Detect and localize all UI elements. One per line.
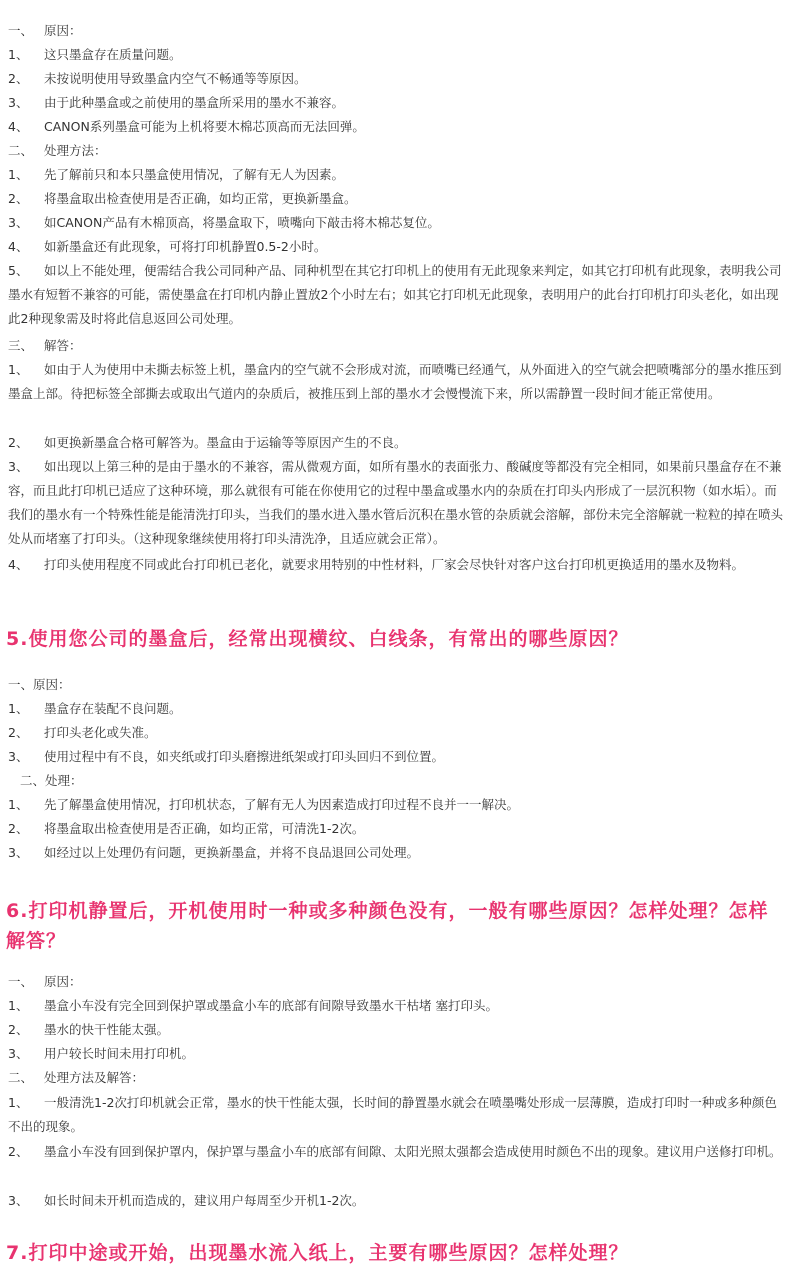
list-item: 3、 如经过以上处理仍有问题，更换新墨盒，并将不良品退回公司处理。 xyxy=(8,845,420,860)
list-paragraph: 5、 如以上不能处理，便需结合我公司同种产品、同种机型在其它打印机上的使用有无此现象来判定，如其它打印机有此现象，表明我公司墨水有短暂不兼容的可能，需使墨盒在打印机内静止置放2个小时左右；如其它打印机无此现象，表明用户的此台打印机打印头老化，如出现此2种现象需及时将此信息返回公司处理。 xyxy=(8,263,782,326)
section-line: 一、原因： xyxy=(8,677,71,692)
list-paragraph: 2、 墨盒小车没有回到保护罩内，保护罩与墨盒小车的底部有间隙、太阳光照太强都会造成使用时颜色不出的现象。建议用户送修打印机。 xyxy=(8,1144,782,1159)
section-line: 二、 处理方法及解答： xyxy=(8,1070,145,1085)
list-item: 2、 将墨盒取出检查使用是否正确，如均正常，可清洗1-2次。 xyxy=(8,821,365,836)
section-line: 二、处理： xyxy=(20,773,83,788)
question-heading-7: 7.打印中途或开始，出现墨水流入纸上，主要有哪些原因？怎样处理？ xyxy=(6,1242,629,1264)
list-paragraph: 1、 一般清洗1-2次打印机就会正常，墨水的快干性能太强，长时间的静置墨水就会在喷墨嘴处形成一层薄膜，造成打印时一种或多种颜色不出的现象。 xyxy=(8,1095,777,1134)
section-line: 二、 处理方法： xyxy=(8,143,107,158)
section-line: 一、 原因： xyxy=(8,974,82,989)
list-item: 4、 CANON系列墨盒可能为上机将要木棉芯顶高而无法回弹。 xyxy=(8,119,365,134)
list-item: 2、 如更换新墨盒合格可解答为。墨盒由于运输等等原因产生的不良。 xyxy=(8,435,407,450)
list-item: 1、 墨盒存在装配不良问题。 xyxy=(8,701,182,716)
list-item: 2、 将墨盒取出检查使用是否正确，如均正常，更换新墨盒。 xyxy=(8,191,357,206)
list-item: 3、 如长时间未开机而造成的，建议用户每周至少开机1-2次。 xyxy=(8,1193,365,1208)
question-heading-5: 5.使用您公司的墨盒后，经常出现横纹、白线条，有常出的哪些原因？ xyxy=(6,628,629,650)
list-item: 1、 先了解墨盒使用情况，打印机状态，了解有无人为因素造成打印过程不良并一一解决。 xyxy=(8,797,520,812)
list-item: 3、 用户较长时间未用打印机。 xyxy=(8,1046,195,1061)
list-item: 2、 未按说明使用导致墨盒内空气不畅通等等原因。 xyxy=(8,71,307,86)
list-item: 2、 墨水的快干性能太强。 xyxy=(8,1022,170,1037)
list-paragraph: 1、 如由于人为使用中未撕去标签上机，墨盒内的空气就不会形成对流，而喷嘴已经通气，从外面进入的空气就会把喷嘴部分的墨水推压到墨盒上部。待把标签全部撕去或取出气道内的杂质后，被推压到上部的墨水才会慢慢流下来，所以需静置一段时间才能正常使用。 xyxy=(8,362,782,401)
list-item: 3、 使用过程中有不良，如夹纸或打印头磨擦进纸架或打印头回归不到位置。 xyxy=(8,749,445,764)
section-line: 一、 原因： xyxy=(8,23,82,38)
list-item: 2、 打印头老化或失准。 xyxy=(8,725,157,740)
section-line: 三、 解答： xyxy=(8,338,82,353)
list-paragraph: 3、 如出现以上第三种的是由于墨水的不兼容，需从微观方面，如所有墨水的表面张力、酸碱度等都没有完全相同，如果前只墨盒存在不兼容，而且此打印机已适应了这种环境，那么就很有可能在你使用它的过程中墨盒或墨水内的杂质在打印头内形成了一层沉积物（如水垢）。而我们的墨水有一个特殊性能是能清洗打印头，当我们的墨水进入墨水管后沉积在墨水管的杂质就会溶解，部份未完全溶解就一粒粒的掉在喷头处从而堵塞了打印头。（这种现象继续使用将打印头清洗净，且适应就会正常）。 xyxy=(8,459,784,546)
list-item: 3、 由于此种墨盒或之前使用的墨盒所采用的墨水不兼容。 xyxy=(8,95,345,110)
question-heading-6: 6.打印机静置后，开机使用时一种或多种颜色没有，一般有哪些原因？怎样处理？怎样解答？ xyxy=(6,900,769,952)
list-item: 1、 这只墨盒存在质量问题。 xyxy=(8,47,182,62)
list-item: 1、 先了解前只和本只墨盒使用情况，了解有无人为因素。 xyxy=(8,167,345,182)
list-item: 3、 如CANON产品有木棉顶高，将墨盒取下，喷嘴向下敲击将木棉芯复位。 xyxy=(8,215,440,230)
list-item: 1、 墨盒小车没有完全回到保护罩或墨盒小车的底部有间隙导致墨水干枯堵 塞打印头。 xyxy=(8,998,498,1013)
list-item: 4、 如新墨盒还有此现象，可将打印机静置0.5-2小时。 xyxy=(8,239,327,254)
list-paragraph: 4、 打印头使用程度不同或此台打印机已老化，就要求用特别的中性材料，厂家会尽快针对客户这台打印机更换适用的墨水及物料。 xyxy=(8,557,745,572)
